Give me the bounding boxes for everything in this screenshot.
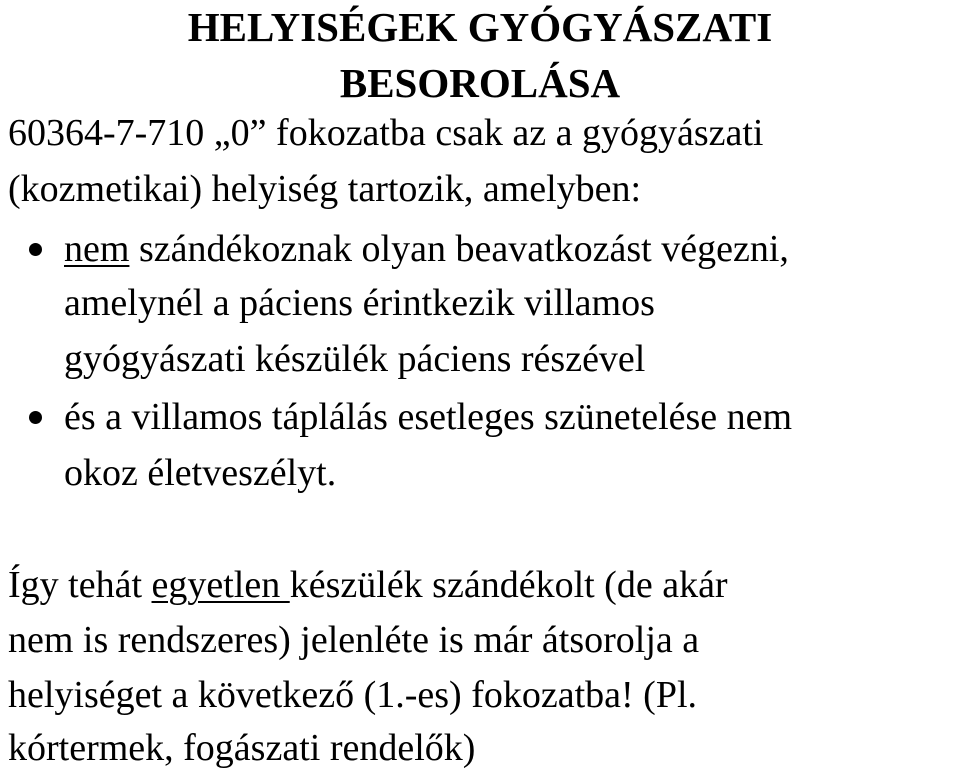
bullet-1-line-1-rest: szándékoznak olyan beavatkozást végezni, [129, 228, 789, 270]
conclusion-line-4: kórtermek, fogászati rendelők) [8, 727, 476, 769]
underlined-nem: nem [64, 228, 130, 270]
page-title-line-2: BESOROLÁSA [339, 60, 621, 106]
bullet-2-line-2: okoz életveszélyt. [64, 452, 337, 494]
intro-line-2: (kozmetikai) helyiség tartozik, amelyben: [8, 168, 642, 210]
bullet-dot-icon [29, 411, 42, 424]
bullet-dot-icon [29, 243, 42, 256]
bullet-2-line-1: és a villamos táplálás esetleges szünetelése nem [64, 396, 793, 438]
bullet-1-line-2: amelynél a páciens érintkezik villamos [64, 282, 655, 324]
page-title-line-1: HELYISÉGEK GYÓGYÁSZATI [187, 4, 773, 50]
conclusion-line-1-pre: Így tehát [8, 564, 152, 606]
intro-line-1: 60364-7-710 „0” fokozatba csak az a gyógyászati [8, 112, 764, 154]
conclusion-line-3: helyiséget a következő (1.-es) fokozatba! (Pl. [8, 674, 698, 716]
bullet-1-line-1 [64, 226, 789, 272]
conclusion-line-1 [8, 562, 728, 608]
underlined-egyetlen: egyetlen [151, 564, 290, 606]
bullet-1-line-3: gyógyászati készülék páciens részével [64, 338, 646, 380]
conclusion-line-1-post: készülék szándékolt (de akár [289, 564, 728, 606]
conclusion-line-2: nem is rendszeres) jelenléte is már átsorolja a [8, 619, 700, 661]
